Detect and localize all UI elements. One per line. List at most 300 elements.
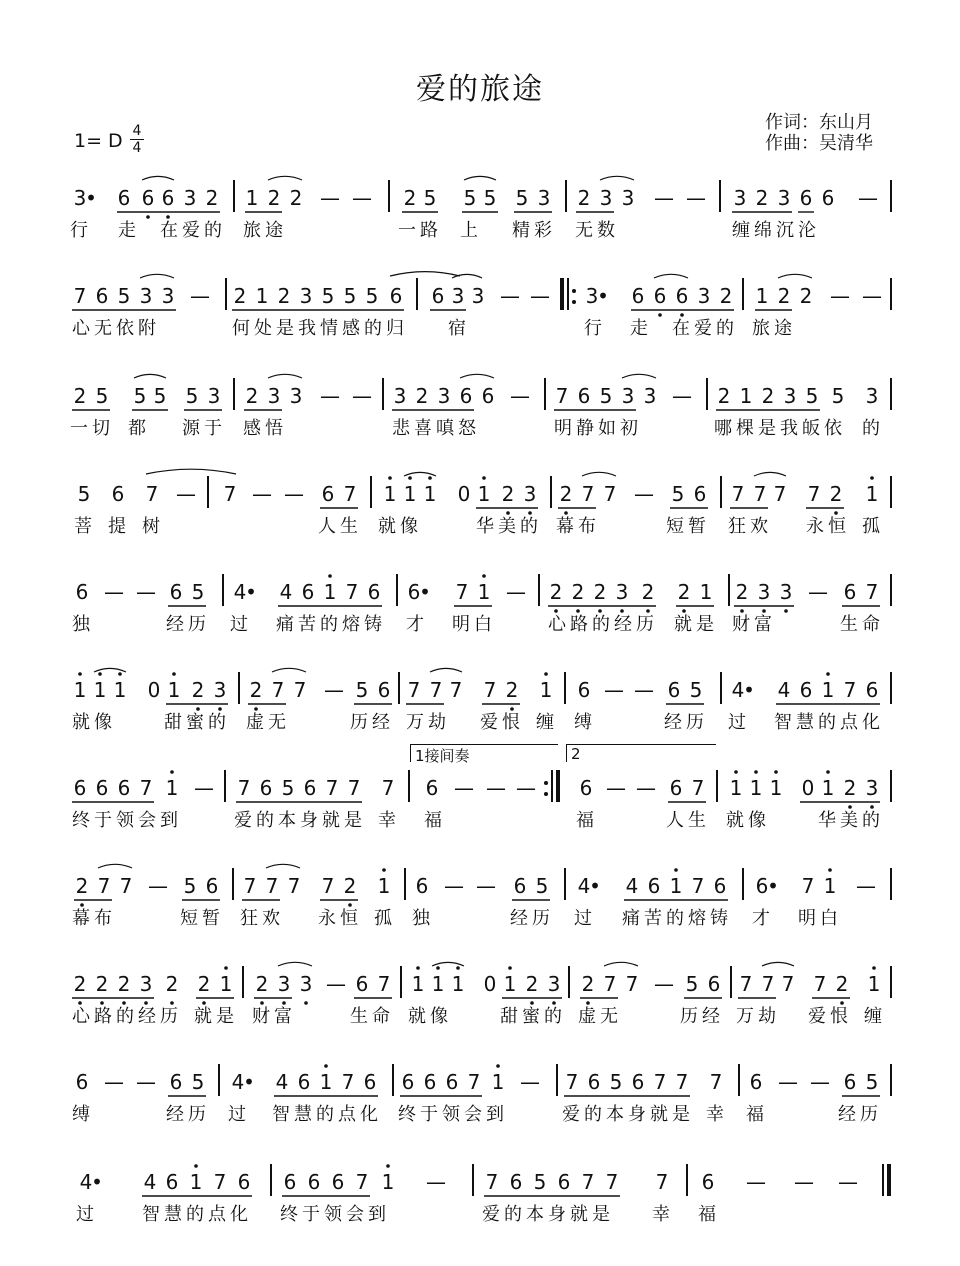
jianpu-note: 1 xyxy=(503,972,517,996)
dash-note: — xyxy=(324,678,344,702)
jianpu-note: 5 xyxy=(183,874,197,898)
jianpu-note: 7 xyxy=(381,776,395,800)
jianpu-note: 7 xyxy=(807,482,821,506)
octave-dot xyxy=(586,1001,590,1005)
jianpu-note: 3 xyxy=(865,776,879,800)
jianpu-note: 1 xyxy=(823,874,837,898)
slur-mark xyxy=(654,274,688,278)
octave-dot xyxy=(122,1001,126,1005)
jianpu-note: 6 xyxy=(117,776,131,800)
jianpu-note: 3 xyxy=(615,580,629,604)
jianpu-note: 2 xyxy=(559,482,573,506)
octave-dot xyxy=(196,707,200,711)
jianpu-note: 6 xyxy=(73,776,87,800)
dash-note: — xyxy=(634,482,654,506)
slur-mark xyxy=(582,472,616,476)
lyric-text: 虚无 xyxy=(246,712,290,733)
lyric-text: 狂欢 xyxy=(240,908,284,929)
jianpu-note: 3 xyxy=(213,678,227,702)
lyric-text: 福 xyxy=(746,1104,768,1125)
octave-dot xyxy=(254,707,258,711)
jianpu-note: 2 xyxy=(719,284,733,308)
dash-note: — xyxy=(284,482,304,506)
jianpu-note: 6 xyxy=(431,284,445,308)
jianpu-note: 2 xyxy=(777,284,791,308)
octave-dot xyxy=(848,805,852,809)
lyric-text: 精彩 xyxy=(512,220,556,241)
jianpu-note: 6 xyxy=(303,776,317,800)
lyric-text: 提 xyxy=(108,516,130,537)
dash-note: — xyxy=(862,284,882,308)
lyric-text: 痛苦的熔铸 xyxy=(276,614,386,635)
jianpu-note: 2 xyxy=(403,186,417,210)
lyric-text: 经历 xyxy=(510,908,554,929)
octave-dot xyxy=(872,966,876,970)
octave-dot xyxy=(194,1164,198,1168)
dash-note: — xyxy=(686,186,706,210)
slur-mark xyxy=(464,176,496,180)
jianpu-note: 7 xyxy=(355,1170,369,1194)
lyric-text: 永恒 xyxy=(806,516,850,537)
jianpu-note: 1 xyxy=(73,678,87,702)
dash-note: — xyxy=(604,678,624,702)
slur-mark xyxy=(430,668,462,672)
jianpu-note: 5 xyxy=(515,186,529,210)
lyric-text: 哪棵是我皈依 xyxy=(714,418,846,439)
jianpu-note: 6 xyxy=(111,482,125,506)
lyric-text: 过 xyxy=(728,712,750,733)
jianpu-note: 2 xyxy=(267,186,281,210)
lyric-text: 过 xyxy=(228,1104,250,1125)
jianpu-note: 7 xyxy=(455,580,469,604)
jianpu-note: 7 xyxy=(213,1170,227,1194)
jianpu-note: 7 xyxy=(603,972,617,996)
lyric-text: 福 xyxy=(698,1204,720,1225)
jianpu-note: 7 xyxy=(691,874,705,898)
jianpu-note: 2 xyxy=(191,678,205,702)
dash-note: — xyxy=(104,580,124,604)
lyric-text: 华美的 xyxy=(476,516,542,537)
jianpu-note: 7 xyxy=(377,972,391,996)
jianpu-note: 2 xyxy=(525,972,539,996)
jianpu-note: 5 xyxy=(599,384,613,408)
jianpu-note: 1 xyxy=(411,972,425,996)
jianpu-note: 6 xyxy=(577,384,591,408)
jianpu-note: 6 xyxy=(843,1070,857,1094)
dash-note: — xyxy=(104,1070,124,1094)
dash-note: — xyxy=(320,384,340,408)
lyric-text: 心无依附 xyxy=(72,318,160,339)
jianpu-note: 7 xyxy=(429,678,443,702)
octave-dot xyxy=(202,1001,206,1005)
lyric-text: 短暂 xyxy=(180,908,224,929)
lyric-text: 福 xyxy=(576,810,598,831)
dash-note: — xyxy=(194,776,214,800)
jianpu-note: 7 xyxy=(119,874,133,898)
octave-dot xyxy=(598,609,602,613)
slur-mark xyxy=(266,864,300,868)
jianpu-note: 2 xyxy=(755,186,769,210)
jianpu-note: 2 xyxy=(277,284,291,308)
dash-note: — xyxy=(794,1170,814,1194)
jianpu-note: 1 xyxy=(821,678,835,702)
jianpu-note: 7 xyxy=(287,874,301,898)
octave-dot xyxy=(826,672,830,676)
lyric-text: 行 xyxy=(584,318,606,339)
jianpu-note: 6 xyxy=(401,1070,415,1094)
jianpu-note: 7 xyxy=(555,384,569,408)
jianpu-note: 3 xyxy=(207,384,221,408)
lyric-text: 生命 xyxy=(350,1006,394,1027)
song-title: 爱的旅途 xyxy=(416,72,544,107)
slur-mark xyxy=(140,274,174,278)
jianpu-note: 5 xyxy=(321,284,335,308)
jianpu-note: 7 xyxy=(483,678,497,702)
jianpu-note: 7 xyxy=(343,482,357,506)
jianpu-note: 3 xyxy=(277,972,291,996)
lyric-text: 终于领会到 xyxy=(398,1104,508,1125)
lyric-text: 才 xyxy=(406,614,428,635)
jianpu-note: 7 xyxy=(97,874,111,898)
dash-note: — xyxy=(444,874,464,898)
jianpu-note: 2 xyxy=(249,678,263,702)
jianpu-note: 0 xyxy=(147,678,161,702)
jianpu-note: 2 xyxy=(415,384,429,408)
jianpu-note: 3 xyxy=(471,284,485,308)
lyric-text: 爱的本身就是 xyxy=(234,810,366,831)
jianpu-note: 2 xyxy=(581,972,595,996)
jianpu-note: 6 xyxy=(843,580,857,604)
lyric-text: 就像 xyxy=(72,712,116,733)
jianpu-note: 6 xyxy=(577,678,591,702)
lyric-text: 智慧的点化 xyxy=(142,1204,252,1225)
lyric-text: 心路的经历 xyxy=(72,1006,182,1027)
lyric-text: 缠 xyxy=(536,712,558,733)
jianpu-note: 4 xyxy=(731,678,745,702)
dash-note: — xyxy=(454,776,474,800)
octave-dot xyxy=(170,1001,174,1005)
dash-note: — xyxy=(352,384,372,408)
jianpu-note: 6 xyxy=(423,1070,437,1094)
lyric-text: 才 xyxy=(752,908,774,929)
lyric-text: 人生 xyxy=(666,810,710,831)
jianpu-note: 6 xyxy=(701,1170,715,1194)
dash-note: — xyxy=(606,776,626,800)
jianpu-note: 3 xyxy=(621,384,635,408)
jianpu-note: 2 xyxy=(245,384,259,408)
first-ending-bracket: 1接间奏 xyxy=(410,744,558,762)
dash-note: — xyxy=(506,580,526,604)
octave-dot xyxy=(506,511,510,515)
dash-note: — xyxy=(136,580,156,604)
jianpu-note: 6 xyxy=(307,1170,321,1194)
jianpu-note: 2 xyxy=(549,580,563,604)
jianpu-note: 0 xyxy=(457,482,471,506)
jianpu-note: 2 xyxy=(205,186,219,210)
dash-note: — xyxy=(810,1070,830,1094)
dash-note: — xyxy=(858,186,878,210)
jianpu-note: 6 xyxy=(865,678,879,702)
lyric-text: 走 xyxy=(630,318,652,339)
jianpu-note: 3 xyxy=(757,580,771,604)
jianpu-note: 7 xyxy=(675,1070,689,1094)
lyric-text: 行 xyxy=(70,220,92,241)
lyric-text: 福 xyxy=(424,810,446,831)
octave-dot xyxy=(172,672,176,676)
jianpu-note: 3 xyxy=(437,384,451,408)
jianpu-note: 6 xyxy=(297,1070,311,1094)
lyric-text: 明静如初 xyxy=(554,418,642,439)
second-ending-bracket: 2 xyxy=(566,744,716,762)
jianpu-note: 6 xyxy=(675,284,689,308)
jianpu-note: 7 xyxy=(321,874,335,898)
jianpu-note: 6 xyxy=(389,284,403,308)
jianpu-note: 4 xyxy=(79,1170,93,1194)
jianpu-note: 6 xyxy=(95,284,109,308)
dot-mark: • xyxy=(91,1170,103,1194)
lyric-text: 宿 xyxy=(448,318,470,339)
lyric-text: 爱的本身就是 xyxy=(482,1204,614,1225)
jianpu-note: 2 xyxy=(735,580,749,604)
jianpu-note: 2 xyxy=(501,482,515,506)
octave-dot xyxy=(218,707,222,711)
jianpu-note: 5 xyxy=(533,1170,547,1194)
lyric-text: 何处是我情感的归 xyxy=(232,318,408,339)
jianpu-note: 7 xyxy=(73,284,87,308)
octave-dot xyxy=(530,1001,534,1005)
jianpu-note: 0 xyxy=(801,776,815,800)
time-signature-bottom: 4 xyxy=(132,140,142,156)
lyric-text: 感悟 xyxy=(243,418,287,439)
jianpu-note: 4 xyxy=(777,678,791,702)
jianpu-note: 3 xyxy=(73,186,87,210)
jianpu-note: 2 xyxy=(799,284,813,308)
octave-dot xyxy=(674,868,678,872)
dash-note: — xyxy=(778,1070,798,1094)
octave-dot xyxy=(482,574,486,578)
octave-dot xyxy=(510,707,514,711)
jianpu-note: 3 xyxy=(585,284,599,308)
lyric-text: 短暂 xyxy=(666,516,710,537)
jianpu-note: 6 xyxy=(445,1070,459,1094)
jianpu-note: 5 xyxy=(77,482,91,506)
octave-dot xyxy=(324,1064,328,1068)
jianpu-note: 1 xyxy=(451,972,465,996)
jianpu-note: 2 xyxy=(343,874,357,898)
lyric-text: 经历 xyxy=(166,614,210,635)
jianpu-note: 4 xyxy=(143,1170,157,1194)
slur-mark xyxy=(762,962,794,966)
slur-mark xyxy=(622,374,656,378)
slur-mark xyxy=(142,176,174,180)
jianpu-note: 3 xyxy=(393,384,407,408)
jianpu-note: 1 xyxy=(821,776,835,800)
octave-dot xyxy=(304,1001,308,1005)
jianpu-note: 5 xyxy=(423,186,437,210)
lyric-text: 在爱的 xyxy=(672,318,738,339)
lyricist-credit: 作词：东山月 xyxy=(765,112,873,133)
lyric-text: 无数 xyxy=(575,220,619,241)
jianpu-note: 7 xyxy=(139,776,153,800)
octave-dot xyxy=(554,609,558,613)
lyric-text: 人生 xyxy=(318,516,362,537)
jianpu-note: 7 xyxy=(223,482,237,506)
dot-mark: • xyxy=(589,874,601,898)
lyric-text: 就像 xyxy=(378,516,422,537)
jianpu-note: 7 xyxy=(655,1170,669,1194)
octave-dot xyxy=(386,1164,390,1168)
jianpu-note: 6 xyxy=(169,580,183,604)
lyric-text: 孤 xyxy=(374,908,396,929)
lyric-text: 终于领会到 xyxy=(72,810,182,831)
octave-dot xyxy=(118,672,122,676)
slur-mark xyxy=(278,962,312,966)
lyric-text: 华美的 xyxy=(818,810,884,831)
jianpu-note: 6 xyxy=(821,186,835,210)
dash-note: — xyxy=(530,284,550,308)
jianpu-note: 1 xyxy=(113,678,127,702)
octave-dot xyxy=(348,903,352,907)
jianpu-note: 7 xyxy=(407,678,421,702)
jianpu-note: 7 xyxy=(605,1170,619,1194)
dash-note: — xyxy=(516,776,536,800)
lyric-text: 心路的经历 xyxy=(548,614,658,635)
slur-mark xyxy=(778,274,812,278)
jianpu-note: 6 xyxy=(301,580,315,604)
lyric-text: 幸 xyxy=(652,1204,674,1225)
lyric-text: 幸 xyxy=(378,810,400,831)
lyric-text: 智慧的点化 xyxy=(272,1104,382,1125)
dash-note: — xyxy=(252,482,272,506)
jianpu-note: 4 xyxy=(231,1070,245,1094)
jianpu-note: 2 xyxy=(761,384,775,408)
jianpu-note: 5 xyxy=(609,1070,623,1094)
jianpu-note: 2 xyxy=(717,384,731,408)
dash-note: — xyxy=(838,1170,858,1194)
dash-note: — xyxy=(830,284,850,308)
lyric-text: 财富 xyxy=(732,614,776,635)
lyric-text: 狂欢 xyxy=(728,516,772,537)
jianpu-note: 6 xyxy=(283,1170,297,1194)
lyric-text: 甜蜜的 xyxy=(500,1006,566,1027)
jianpu-note: 1 xyxy=(729,776,743,800)
lyric-text: 缚 xyxy=(574,712,596,733)
jianpu-note: 6 xyxy=(459,384,473,408)
octave-dot xyxy=(870,805,874,809)
lyric-text: 就是 xyxy=(194,1006,238,1027)
jianpu-note: 1 xyxy=(739,384,753,408)
jianpu-note: 1 xyxy=(245,186,259,210)
lyric-text: 生命 xyxy=(840,614,884,635)
octave-dot xyxy=(774,770,778,774)
time-signature-top: 4 xyxy=(132,123,142,139)
jianpu-note: 1 xyxy=(491,1070,505,1094)
slur-mark xyxy=(94,668,126,672)
octave-dot xyxy=(408,476,412,480)
jianpu-note: 5 xyxy=(689,678,703,702)
lyric-text: 历经 xyxy=(350,712,394,733)
jianpu-note: 3 xyxy=(733,186,747,210)
lyric-text: 在爱的 xyxy=(160,220,226,241)
dot-mark: • xyxy=(743,678,755,702)
jianpu-note: 6 xyxy=(75,1070,89,1094)
jianpu-note: 6 xyxy=(75,580,89,604)
octave-dot xyxy=(224,966,228,970)
jianpu-note: 1 xyxy=(319,1070,333,1094)
jianpu-note: 2 xyxy=(505,678,519,702)
composer-credit: 作曲：吴清华 xyxy=(765,133,873,154)
jianpu-note: 3 xyxy=(599,186,613,210)
jianpu-note: 5 xyxy=(831,384,845,408)
jianpu-note: 6 xyxy=(713,874,727,898)
slur-mark xyxy=(390,272,460,276)
octave-dot xyxy=(564,511,568,515)
dash-note: — xyxy=(176,482,196,506)
dash-note: — xyxy=(510,384,530,408)
octave-dot xyxy=(840,1001,844,1005)
key-signature: 1= D xyxy=(74,130,123,152)
jianpu-note: 3 xyxy=(299,972,313,996)
slur-mark xyxy=(146,469,236,474)
lyric-text: 经历 xyxy=(166,1104,210,1125)
lyric-text: 走 xyxy=(118,220,140,241)
lyric-text: 树 xyxy=(142,516,164,537)
jianpu-note: 1 xyxy=(165,776,179,800)
jianpu-note: 6 xyxy=(321,482,335,506)
lyric-text: 万劫 xyxy=(406,712,450,733)
jianpu-note: 1 xyxy=(865,482,879,506)
jianpu-note: 1 xyxy=(323,580,337,604)
lyric-text: 甜蜜的 xyxy=(164,712,230,733)
jianpu-note: 5 xyxy=(463,186,477,210)
jianpu-note: 6 xyxy=(557,1170,571,1194)
lyric-text: 明白 xyxy=(798,908,842,929)
lyric-text: 独 xyxy=(412,908,434,929)
jianpu-note: 6 xyxy=(587,1070,601,1094)
slur-mark xyxy=(432,962,464,966)
jianpu-note: 6 xyxy=(669,776,683,800)
dash-note: — xyxy=(808,580,828,604)
slur-mark xyxy=(600,176,634,180)
octave-dot xyxy=(456,966,460,970)
jianpu-note: 7 xyxy=(813,972,827,996)
dash-note: — xyxy=(320,186,340,210)
jianpu-note: 3 xyxy=(783,384,797,408)
octave-dot xyxy=(740,609,744,613)
lyric-text: 就像 xyxy=(726,810,770,831)
jianpu-note: 7 xyxy=(345,580,359,604)
jianpu-note: 2 xyxy=(829,482,843,506)
jianpu-note: 1 xyxy=(403,482,417,506)
jianpu-note: 2 xyxy=(197,972,211,996)
octave-dot xyxy=(754,770,758,774)
jianpu-note: 2 xyxy=(233,284,247,308)
octave-dot xyxy=(260,1001,264,1005)
jianpu-note: 3 xyxy=(161,284,175,308)
jianpu-note: 6 xyxy=(165,1170,179,1194)
jianpu-note: 1 xyxy=(769,776,783,800)
jianpu-note: 7 xyxy=(709,1070,723,1094)
lyric-text: 爱的本身就是 xyxy=(562,1104,694,1125)
jianpu-note: 6 xyxy=(667,678,681,702)
lyric-text: 幸 xyxy=(706,1104,728,1125)
slur-mark xyxy=(604,962,638,966)
jianpu-note: 6 xyxy=(331,1170,345,1194)
jianpu-note: 5 xyxy=(365,284,379,308)
jianpu-note: 2 xyxy=(289,186,303,210)
slur-mark xyxy=(268,176,302,180)
jianpu-note: 1 xyxy=(669,874,683,898)
